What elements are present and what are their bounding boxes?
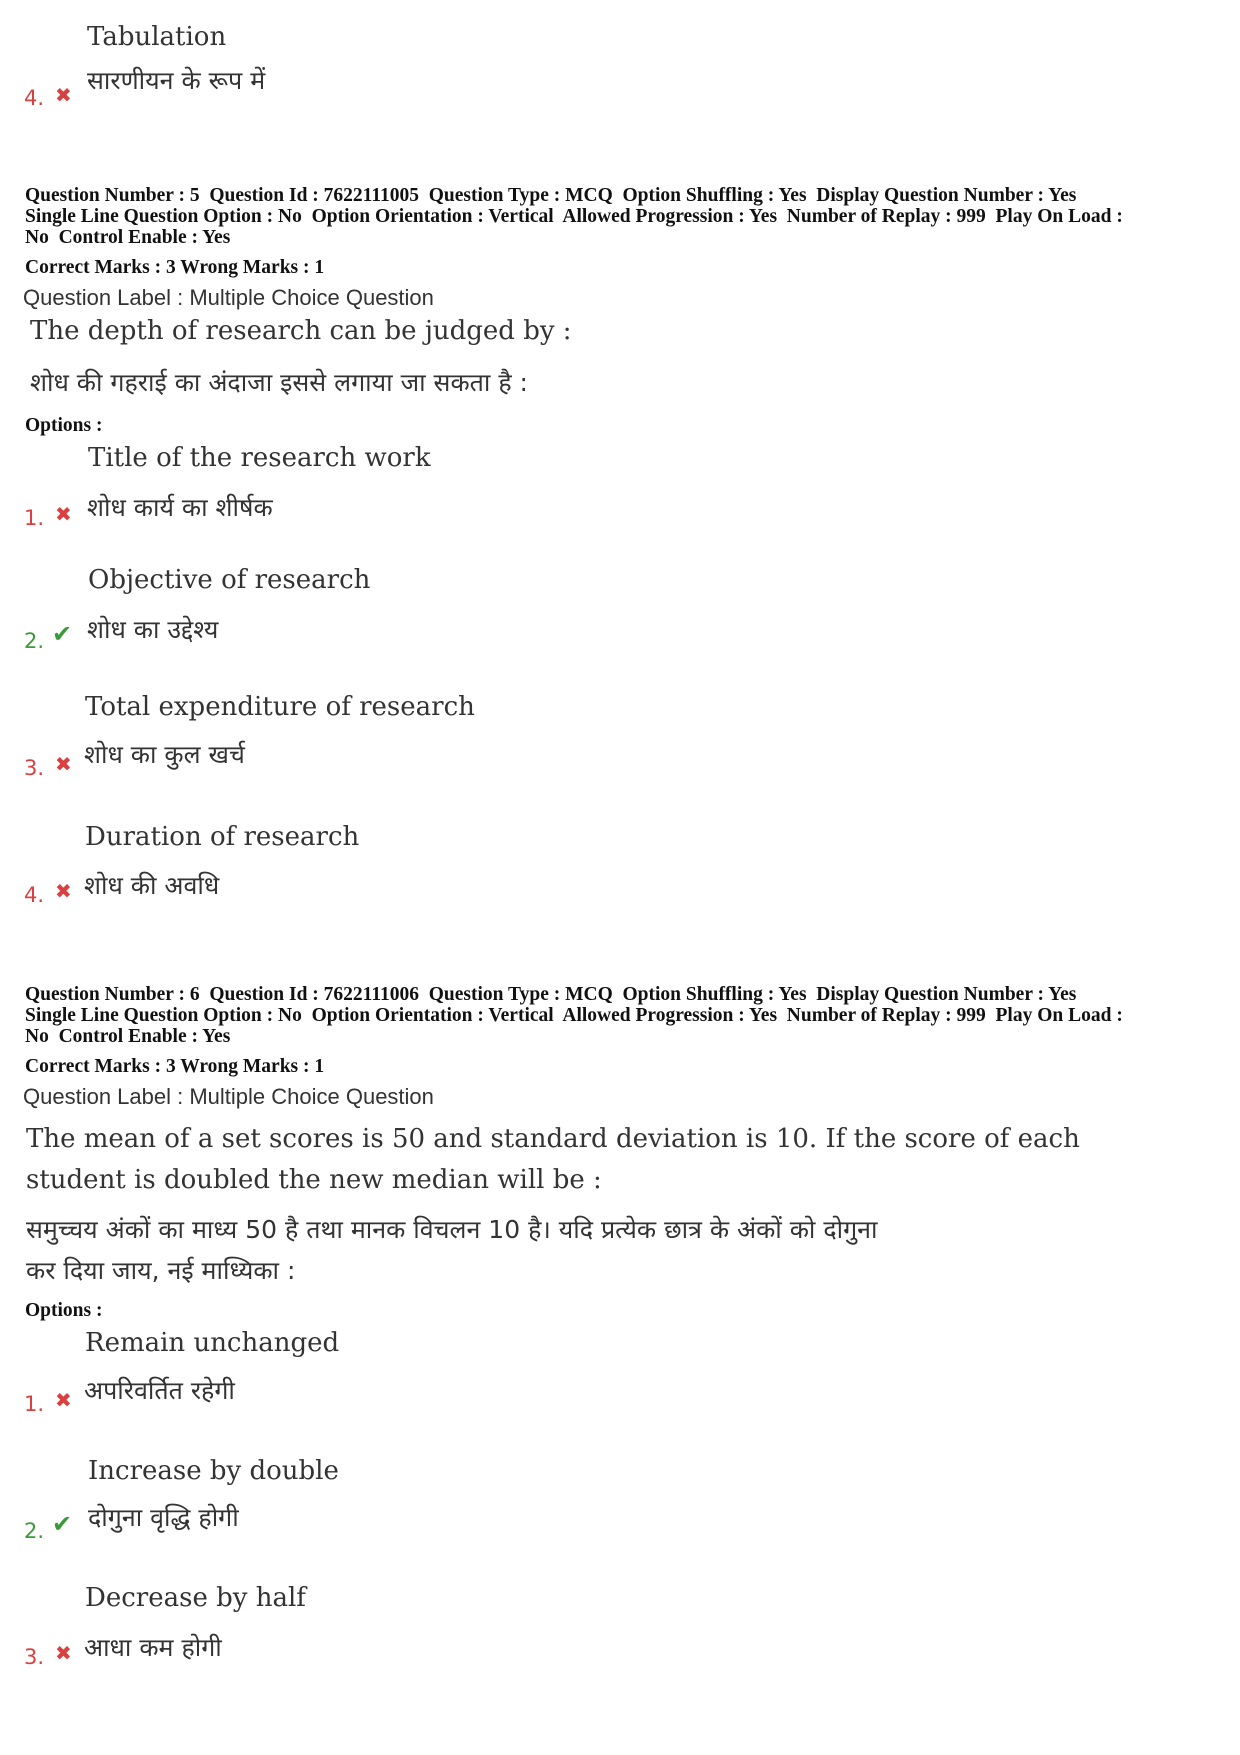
q6-meta-line-1: Question Number : 6 Question Id : 7622111006 Question Type : MCQ Option Shuffling : Yes Display Question Number : Yes [25,984,1077,1005]
q6-stem-hindi-line-1: समुच्चय अंकों का माध्य 50 है तथा मानक विचलन 10 है। यदि प्रत्येक छात्र के अंकों को दोगुना [26,1215,878,1244]
q6-marks: Correct Marks : 3 Wrong Marks : 1 [25,1056,325,1077]
q6-option-2-english: Increase by double [88,1456,339,1486]
q6-stem-english-line-2: student is doubled the new median will be : [26,1165,602,1195]
q5-option-2-number: 2. [24,629,45,653]
q6-meta-line-2: Single Line Question Option : No Option Orientation : Vertical Allowed Progression : Yes Number of Replay : 999 Play On Load : [25,1005,1123,1026]
q6-option-3-number: 3. [24,1645,45,1669]
q6-option-2-number: 2. [24,1519,45,1543]
cross-icon: ✖ [55,83,72,107]
cross-icon: ✖ [55,1388,72,1412]
q5-option-3-hindi: शोध का कुल खर्च [84,740,245,769]
q5-metadata [25,185,1225,248]
q4-option-4-hindi: सारणीयन के रूप में [87,66,266,95]
q5-option-2-english: Objective of research [88,565,371,595]
cross-icon: ✖ [55,502,72,526]
q5-stem-hindi: शोध की गहराई का अंदाजा इससे लगाया जा सकता है : [30,368,528,397]
q4-option-4-number: 4. [24,86,45,110]
q5-option-4-english: Duration of research [85,822,360,852]
cross-icon: ✖ [55,1641,72,1665]
q5-meta-line-2: Single Line Question Option : No Option Orientation : Vertical Allowed Progression : Yes Number of Replay : 999 Play On Load : [25,206,1123,227]
q5-options-heading: Options : [25,415,103,436]
q5-option-1-number: 1. [24,506,45,530]
check-icon: ✔ [52,1510,73,1538]
q6-options-heading: Options : [25,1300,103,1321]
q6-stem-english-line-1: The mean of a set scores is 50 and standard deviation is 10. If the score of each [26,1124,1080,1154]
q5-option-1-hindi: शोध कार्य का शीर्षक [87,493,273,522]
q6-question-label: Question Label : Multiple Choice Question [23,1084,434,1109]
q5-meta-line-1: Question Number : 5 Question Id : 7622111005 Question Type : MCQ Option Shuffling : Yes Display Question Number : Yes [25,185,1077,206]
q6-option-1-number: 1. [24,1392,45,1416]
q6-metadata [25,984,1225,1047]
q5-option-4-hindi: शोध की अवधि [84,871,220,900]
q5-option-4-number: 4. [24,883,45,907]
check-icon: ✔ [52,620,73,648]
q4-option-4-english: Tabulation [87,22,227,52]
q6-meta-line-3: No Control Enable : Yes [25,1026,231,1047]
cross-icon: ✖ [55,752,72,776]
q5-option-2-hindi: शोध का उद्देश्य [87,615,219,644]
q5-question-label: Question Label : Multiple Choice Question [23,285,434,310]
q6-option-3-hindi: आधा कम होगी [84,1633,222,1662]
q5-stem-english: The depth of research can be judged by : [30,316,572,346]
cross-icon: ✖ [55,879,72,903]
q6-option-1-hindi: अपरिवर्तित रहेगी [84,1376,235,1405]
q5-option-3-english: Total expenditure of research [85,692,475,722]
q5-option-3-number: 3. [24,756,45,780]
q6-option-1-english: Remain unchanged [85,1328,340,1358]
q5-meta-line-3: No Control Enable : Yes [25,227,231,248]
q5-marks: Correct Marks : 3 Wrong Marks : 1 [25,257,325,278]
q6-option-2-hindi: दोगुना वृद्धि होगी [88,1503,239,1532]
q6-option-3-english: Decrease by half [85,1583,306,1613]
q5-option-1-english: Title of the research work [88,443,431,473]
q6-stem-hindi-line-2: कर दिया जाय, नई माध्यिका : [26,1256,296,1285]
